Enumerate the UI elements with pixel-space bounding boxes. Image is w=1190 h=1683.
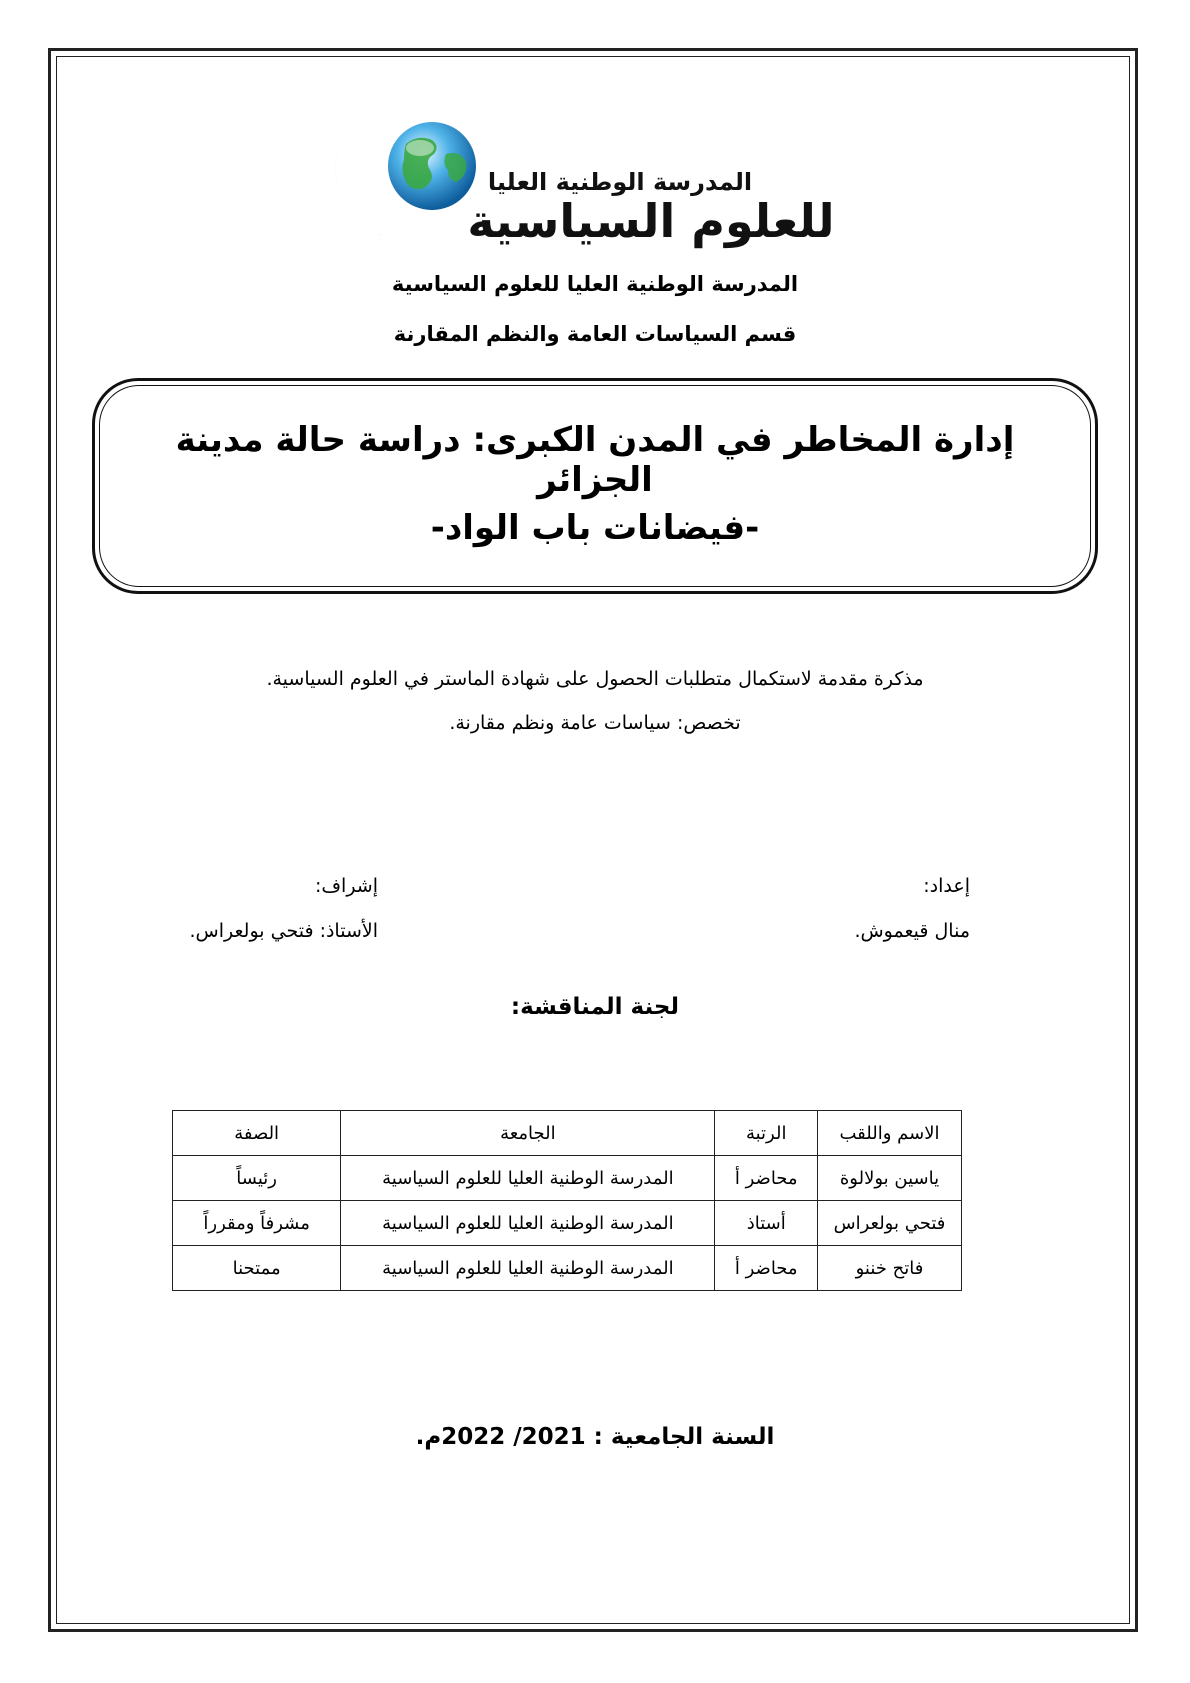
member-name: فاتح خننو [817, 1246, 961, 1291]
member-university: المدرسة الوطنية العليا للعلوم السياسية [341, 1156, 715, 1201]
member-name: فتحي بولعراس [817, 1201, 961, 1246]
column-header-university: الجامعة [341, 1111, 715, 1156]
school-name: المدرسة الوطنية العليا للعلوم السياسية [391, 272, 799, 296]
table-row [173, 1201, 962, 1246]
prepared-label: إعداد: [923, 875, 970, 897]
member-role: مشرفاً ومقرراً [173, 1201, 341, 1246]
department-name: قسم السياسات العامة والنظم المقارنة [393, 322, 797, 346]
prepared-name: منال قيعموش. [854, 920, 970, 942]
jury-table [172, 1110, 962, 1291]
supervision-name: الأستاذ: فتحي بولعراس. [189, 920, 378, 942]
member-university: المدرسة الوطنية العليا للعلوم السياسية [341, 1246, 715, 1291]
column-header-name: الاسم واللقب [817, 1111, 961, 1156]
member-name: ياسين بولالوة [817, 1156, 961, 1201]
table-row [173, 1246, 962, 1291]
table-header-row [173, 1111, 962, 1156]
memo-purpose: مذكرة مقدمة لاستكمال متطلبات الحصول على شهادة الماستر في العلوم السياسية. [266, 668, 924, 690]
thesis-subtitle: -فيضانات باب الواد- [430, 508, 760, 548]
member-role: رئيساً [173, 1156, 341, 1201]
supervision-label: إشراف: [314, 875, 378, 897]
memo-specialty: تخصص: سياسات عامة ونظم مقارنة. [449, 712, 741, 734]
member-rank: محاضر أ [715, 1156, 818, 1201]
logo-top-text: المدرسة الوطنية العليا [487, 168, 753, 196]
column-header-rank: الرتبة [715, 1111, 818, 1156]
column-header-role: الصفة [173, 1111, 341, 1156]
member-rank: محاضر أ [715, 1246, 818, 1291]
member-university: المدرسة الوطنية العليا للعلوم السياسية [341, 1201, 715, 1246]
committee-heading: لجنة المناقشة: [510, 994, 680, 1020]
logo-main-text: للعلوم السياسية [467, 194, 835, 248]
academic-year: السنة الجامعية : 2021/ 2022م. [415, 1424, 775, 1450]
member-rank: أستاذ [715, 1201, 818, 1246]
table-row [173, 1156, 962, 1201]
thesis-title: إدارة المخاطر في المدن الكبرى: دراسة حالة مدينة الجزائر [175, 420, 1015, 500]
member-role: ممتحنا [173, 1246, 341, 1291]
